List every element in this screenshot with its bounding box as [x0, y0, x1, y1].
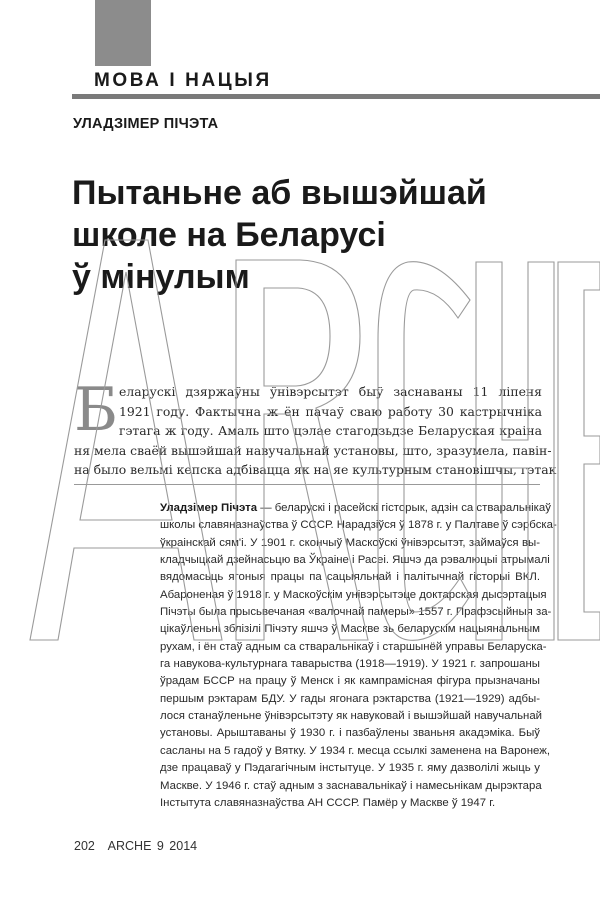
- section-rule: [72, 94, 600, 99]
- drop-cap: Б: [74, 375, 119, 445]
- page-number: 202: [74, 839, 95, 853]
- lead-line: 1921 году. Фактычна ж ён пачаў сваю работу 30 кастрычніка: [119, 403, 542, 419]
- bio-line: першым рэктарам БДУ. У гады ягонага рэктарства (1921—1929) адбы-: [160, 692, 540, 705]
- lead-paragraph: [74, 375, 557, 480]
- bio-line: кладчыцкай дзейнасьцю ва Ўкраіне і Расеі. Яшчэ да рэвалюцыі атрымалі: [160, 554, 550, 567]
- bio-line: ўрадам БССР на працу ў Менск і як кампрамісная фігура прызначаны: [160, 675, 540, 688]
- lead-line: на было вельмі кепска адбівацца як на яе культурным становішчы, гэтак: [74, 462, 557, 477]
- headline-line: ў мінулым: [72, 258, 250, 296]
- header-grey-block: [95, 0, 151, 66]
- headline-line: школе на Беларусі: [72, 216, 386, 254]
- bio-name: Уладзімер Пічэта: [160, 502, 258, 514]
- lead-line: еларускі дзяржаўны ўнівэрсытэт быў заснаваны 11 ліпеня: [119, 384, 542, 399]
- bio-line: [160, 500, 551, 517]
- article-headline: [72, 172, 572, 298]
- bio-line: вядомасьць ягоныя працы па сацыяльнай і палітычнай гісторыі ВКЛ.: [160, 571, 540, 584]
- bio-line: сасланы на 5 гадоў у Вятку. У 1934 г. месца ссылкі заменена на Варонеж,: [160, 744, 551, 757]
- bio-line: установы. Арыштаваны ў 1930 г. і пазбаўлены званьня акадэміка. Быў: [160, 727, 540, 740]
- bio-line: цікаўленьні зблізілі Пічэту яшчэ ў Маскве зь беларускім нацыянальным: [160, 623, 540, 636]
- lead-line: гэтага ж году. Амаль што цэлае стагодзьдзе Беларуская краіна: [119, 423, 542, 438]
- bio-line: Пічэты была прысьвечаная «валочнай памеры» 1557 г. Прафэсыйныя за-: [160, 606, 552, 619]
- journal-issue: ARCHE 9 2014: [107, 839, 198, 853]
- bio-divider: [74, 484, 540, 485]
- bio-line: Абароненая ў 1918 г. у Маскоўскім унівэрсытэце доктарская дысэртацыя: [160, 588, 547, 601]
- bio-line: га навукова-культурнага таварыства (1918—1919). У 1921 г. запрошаны: [160, 658, 540, 671]
- bio-line: рухам, і ён стаў адным са стваральнікаў і старшынёй управы Беларуска-: [160, 640, 547, 653]
- bio-line: Маскве. У 1946 г. стаў адным з заснавальнікаў і намесьнікам дырэктара: [160, 779, 542, 792]
- author-bio: [160, 500, 557, 812]
- bio-line: Інстытута славяназнаўства АН СССР. Памёр у Маскве ў 1947 г.: [160, 796, 496, 809]
- bio-line-text: — беларускі і расейскі гісторык, адзін са стваральнікаў: [257, 502, 551, 514]
- page-footer: [74, 839, 205, 853]
- watermark-letter-e: [558, 262, 600, 640]
- section-title: МОВА І НАЦЫЯ: [94, 70, 272, 91]
- author-name: УЛАДЗІМЕР ПІЧЭТА: [73, 116, 219, 132]
- bio-line: лося станаўленьне ўнівэрсытэту як навуковай і вышэйшай навучальнай: [160, 710, 543, 723]
- bio-line: школы славяназнаўства ў СССР. Нарадзіўся ў 1878 г. у Палтаве ў сэрбска-: [160, 519, 557, 532]
- headline-line: Пытаньне аб вышэйшай: [72, 174, 487, 212]
- bio-line: ўкраінскай сям'і. У 1901 г. скончыў Маскоўскі ўнівэрсытэт, займаўся вы-: [160, 536, 540, 549]
- lead-line: ня мела сваёй вышэйшай навучальнай установы, што, зразумела, павін-: [74, 442, 552, 458]
- bio-line: дзе працаваў у Пэдагагічным інстытуце. У 1935 г. яму дазволілі жыць у: [160, 762, 540, 775]
